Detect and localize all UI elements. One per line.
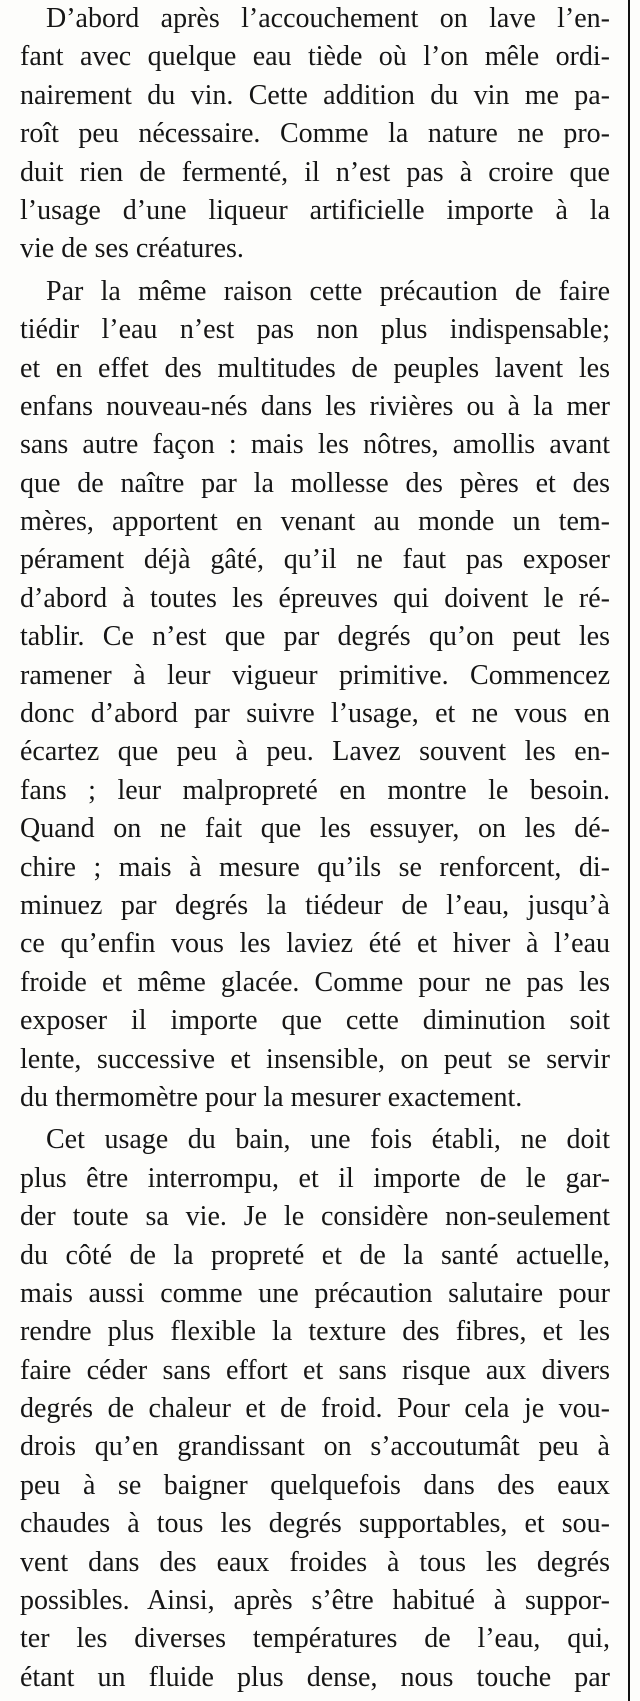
text-line: der toute sa vie. Je le considère non-seulement xyxy=(20,1201,610,1233)
text-line: donc d’abord par suivre l’usage, et ne vous en xyxy=(20,698,610,730)
text-line: ter les diverses températures de l’eau, qui, xyxy=(20,1623,610,1655)
text-line: mais aussi comme une précaution salutaire pour xyxy=(20,1277,610,1309)
text-line: et en effet des multitudes de peuples lavent les xyxy=(20,352,610,384)
text-line: degrés de chaleur et de froid. Pour cela je vou- xyxy=(20,1393,610,1425)
text-line: duit rien de fermenté, il n’est pas à croire que xyxy=(20,156,610,188)
text-line: vent dans des eaux froides à tous les degrés xyxy=(20,1546,610,1578)
text-line: chaudes à tous les degrés supportables, et sou- xyxy=(20,1508,610,1540)
paragraph-1 xyxy=(20,0,610,269)
text-line: sans autre façon : mais les nôtres, amollis avant xyxy=(20,429,610,461)
text-line: mères, apportent en venant au monde un tem- xyxy=(20,506,610,538)
text-line: fans ; leur malpropreté en montre le besoin. xyxy=(20,774,610,806)
text-line: du thermomètre pour la mesurer exactement. xyxy=(20,1081,523,1113)
text-line: roît peu nécessaire. Comme la nature ne pro- xyxy=(20,118,610,150)
text-line: ce qu’enfin vous les laviez été et hiver à l’eau xyxy=(20,928,610,960)
text-line: enfans nouveau-nés dans les rivières ou à la mer xyxy=(20,390,610,422)
text-line: lente, successive et insensible, on peut se servir xyxy=(20,1043,610,1075)
text-line: l’usage d’une liqueur artificielle importe à la xyxy=(20,194,610,226)
text-line: du côté de la propreté et de la santé actuelle, xyxy=(20,1239,610,1271)
page-edge-rule xyxy=(628,0,630,1701)
text-line: possibles. Ainsi, après s’être habitué à suppor- xyxy=(20,1585,610,1617)
text-line: rendre plus flexible la texture des fibres, et les xyxy=(20,1316,610,1348)
text-line: d’abord à toutes les épreuves qui doivent le ré- xyxy=(20,582,610,614)
text-line: tablir. Ce n’est que par degrés qu’on peut les xyxy=(20,621,610,653)
text-line: pérament déjà gâté, qu’il ne faut pas exposer xyxy=(20,544,610,576)
text-line: plus être interrompu, et il importe de le gar- xyxy=(20,1162,610,1194)
paragraph-2 xyxy=(20,273,610,1118)
text-line: faire céder sans effort et sans risque aux divers xyxy=(20,1354,610,1386)
text-line: ramener à leur vigueur primitive. Commencez xyxy=(20,659,610,691)
text-line: Cet usage du bain, une fois établi, ne doit xyxy=(46,1124,610,1156)
text-line: tiédir l’eau n’est pas non plus indispensable; xyxy=(20,314,610,346)
text-line: exposer il importe que cette diminution soit xyxy=(20,1005,610,1037)
text-line: vie de ses créatures. xyxy=(20,233,244,265)
text-line: Par la même raison cette précaution de faire xyxy=(46,275,610,307)
text-line: chire ; mais à mesure qu’ils se renforcent, di- xyxy=(20,851,610,883)
text-body xyxy=(20,0,610,1697)
text-line: D’abord après l’accouchement on lave l’en- xyxy=(46,3,610,34)
text-line: que de naître par la mollesse des pères et des xyxy=(20,467,610,499)
text-line: étant un fluide plus dense, nous touche par xyxy=(20,1661,610,1693)
text-line: Quand on ne fait que les essuyer, on les dé- xyxy=(20,813,610,845)
text-line: nairement du vin. Cette addition du vin me pa- xyxy=(20,79,610,111)
text-line: drois qu’en grandissant on s’accoutumât peu à xyxy=(20,1431,610,1463)
text-line: minuez par degrés la tiédeur de l’eau, jusqu’à xyxy=(20,889,610,921)
text-line: peu à se baigner quelquefois dans des eaux xyxy=(20,1469,610,1501)
text-line: écartez que peu à peu. Lavez souvent les en- xyxy=(20,736,610,768)
text-line: fant avec quelque eau tiède où l’on mêle ordi- xyxy=(20,41,610,73)
text-line: froide et même glacée. Comme pour ne pas les xyxy=(20,966,610,998)
paragraph-3 xyxy=(20,1121,610,1697)
